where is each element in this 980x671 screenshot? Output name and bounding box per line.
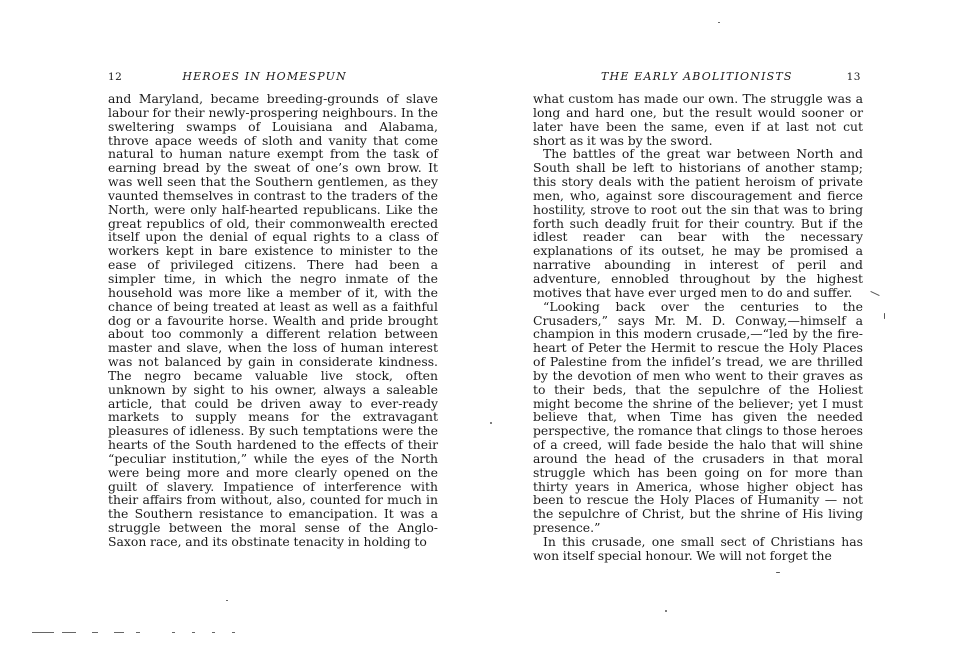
paragraph: and Maryland, became breeding-grounds of slave labour for their newly-prospering neighbours. In the sweltering swamps of Louisiana and Alabama, throve apace weeds of sloth and vanity that come natural to human nature exempt from the task of earning bread by the sweat of one’s own brow. It was well seen that the Southern gentlemen, as they vaunted themselves in contrast to the traders of the North, were only half-hearted republicans. Like the great republics of old, their commonwealth erected itself upon the denial of equal rights to a class of workers kept in bare existence to minister to the ease of privileged citizens. There had been a simpler time, in which the negro inmate of the household was more like a member of it, with the chance of being treated at least as well as a faithful dog or a favourite horse. Wealth and pride brought about too commonly a different relation between master and slave, when the loss of human interest was not balanced by gain in considerate kindness. The negro became valuable live stock, often unknown by sight to his owner, always a saleable article, that could be driven away to ever-ready markets to supply means for the extravagant pleasures of idleness. By such temptations were the hearts of the South hardened to the effects of their “peculiar institution,” while the eyes of the North were being more and more clearly opened on the guilt of slavery. Impatience of interference with their affairs from without, also, counted for much in the Southern resistance to emancipation. It was a struggle between the moral sense of the Anglo-Saxon race, and its obstinate tenacity in holding to xyxy=(108,91,438,549)
scan-speck xyxy=(884,313,885,319)
right-page-body xyxy=(533,92,863,563)
right-page xyxy=(533,70,863,563)
scan-speck xyxy=(718,22,720,23)
paragraph: what custom has made our own. The struggle was a long and hard one, but the result would sooner or later have been the same, even if at last not cut short as it was by the sword. xyxy=(533,91,863,148)
left-page-number: 12 xyxy=(108,71,123,83)
paragraph: “Looking back over the centuries to the Crusaders,” says Mr. M. D. Conway,—himself a champion in this modern crusade,—“led by the fire-heart of Peter the Hermit to rescue the Holy Places of Palestine from the infidel’s tread, we are thrilled by the devotion of men who went to their graves as to their beds, that the sepulchre of the Holiest might become the shrine of the believer; yet I must believe that, when Time has given the needed perspective, the romance that clings to those heroes of a creed, will fade beside the halo that will shine around the head of the crusaders in that moral struggle which has been going on for more than thirty years in America, whose higher object has been to rescue the Holy Places of Humanity — not the sepulchre of Christ, but the shrine of His living presence.” xyxy=(533,298,863,536)
left-page xyxy=(108,70,438,549)
paragraph: In this crusade, one small sect of Christians has won itself special honour. We will not forget the xyxy=(533,534,863,563)
left-running-head: HEROES IN HOMESPUN xyxy=(182,70,347,83)
scan-speck xyxy=(870,291,879,296)
scan-speck xyxy=(776,572,780,573)
scan-speck xyxy=(226,600,228,601)
scan-edge-noise xyxy=(32,630,242,636)
right-page-header xyxy=(533,70,863,92)
scan-speck xyxy=(490,422,492,424)
paragraph: The battles of the great war between North and South shall be left to historians of another stamp; this story deals with the patient heroism of private men, who, against sore discouragement and fierce hostility, strove to root out the sin that was to bring forth such deadly fruit for their country. But if the idlest reader can bear with the necessary explanations of its outset, he may be promised a narrative abounding in interest of peril and adventure, ennobled throughout by the highest motives that have ever urged men to do and suffer. xyxy=(533,146,863,300)
right-page-number: 13 xyxy=(846,71,861,83)
left-page-body xyxy=(108,92,438,549)
left-page-header xyxy=(108,70,438,92)
scan-speck xyxy=(665,610,667,612)
right-running-head: THE EARLY ABOLITIONISTS xyxy=(601,70,793,83)
